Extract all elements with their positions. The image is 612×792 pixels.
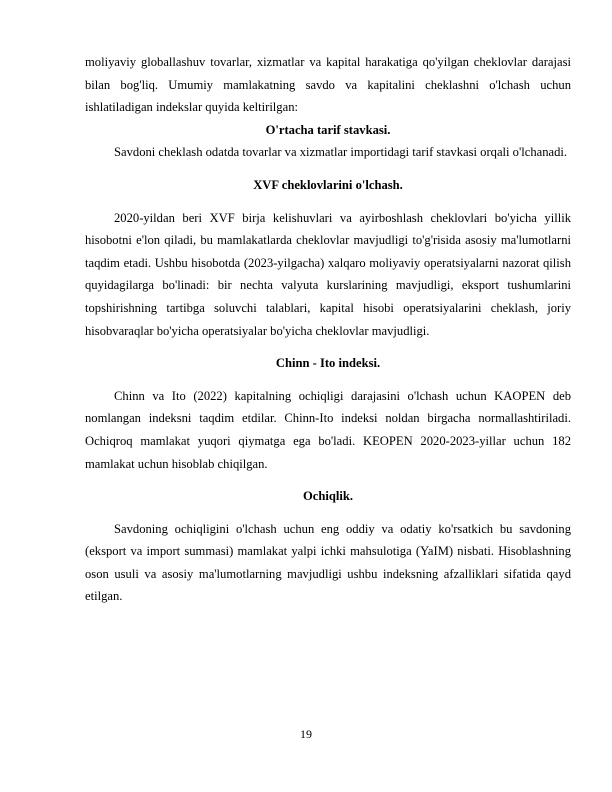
section-heading-chinn-ito: Chinn - Ito indeksi. [275, 356, 381, 371]
page-number: 19 [300, 727, 312, 741]
intro-paragraph: moliyaviy globallashuv tovarlar, xizmatlar va kapital harakatiga qo'yilgan cheklovlar darajasi bilan bog'liq. Umumiy mamlakatning savdo va kapitalini cheklashni o'lchash uchun ishlatiladigan indekslar quyida keltirilgan: [85, 55, 571, 115]
section-heading-openness: Ochiqlik. [302, 489, 354, 504]
section-heading-tariff: O'rtacha tarif stavkasi. [265, 122, 391, 137]
section-paragraph-imf: 2020-yildan beri XVF birja kelishuvlari va ayirboshlash cheklovlari bo'yicha yillik hisobotni e'lon qiladi, bu mamlakatlarda cheklovlar mavjudligi to'g'risida asosiy ma'lumotlarni taqdim etadi. Ushbu hisobotda (2023-yilgacha) xalqaro moliyaviy operatsiyalarni nazorat qilish quyidagilarga bo'linadi: bir nechta valyuta kurslarining mavjudligi, eksport tushumlarini topshirishning tartibga soluvchi talablari, kapital hisobi operatsiyalarini cheklash, joriy hisobvaraqlar bo'yicha operatsiyalar bo'yicha cheklovlar mavjudligi. [85, 210, 571, 338]
section-heading-imf: XVF cheklovlarini o'lchash. [253, 177, 403, 192]
document-page [85, 51, 571, 608]
section-paragraph-tariff: Savdoni cheklash odatda tovarlar va xizmatlar importidagi tarif stavkasi orqali o'lchanadi. [114, 145, 568, 160]
section-paragraph-chinn-ito: Chinn va Ito (2022) kapitalning ochiqligi darajasini o'lchash uchun KAOPEN deb nomlangan indeksni taqdim etdilar. Chinn-Ito indeksi noldan birgacha normallashtiriladi. Ochiqroq mamlakat yuqori qiymatga ega bo'ladi. KEOPEN 2020-2023-yillar uchun 182 mamlakat uchun hisoblab chiqilgan. [85, 388, 571, 471]
section-paragraph-openness: Savdoning ochiqligini o'lchash uchun eng oddiy va odatiy ko'rsatkich bu savdoning (eksport va import summasi) mamlakat yalpi ichki mahsulotiga (YaIM) nisbati. Hisoblashning oson usuli va asosiy ma'lumotlarning mavjudligi ushbu indeksning afzalliklari sifatida qayd etilgan. [85, 521, 571, 604]
